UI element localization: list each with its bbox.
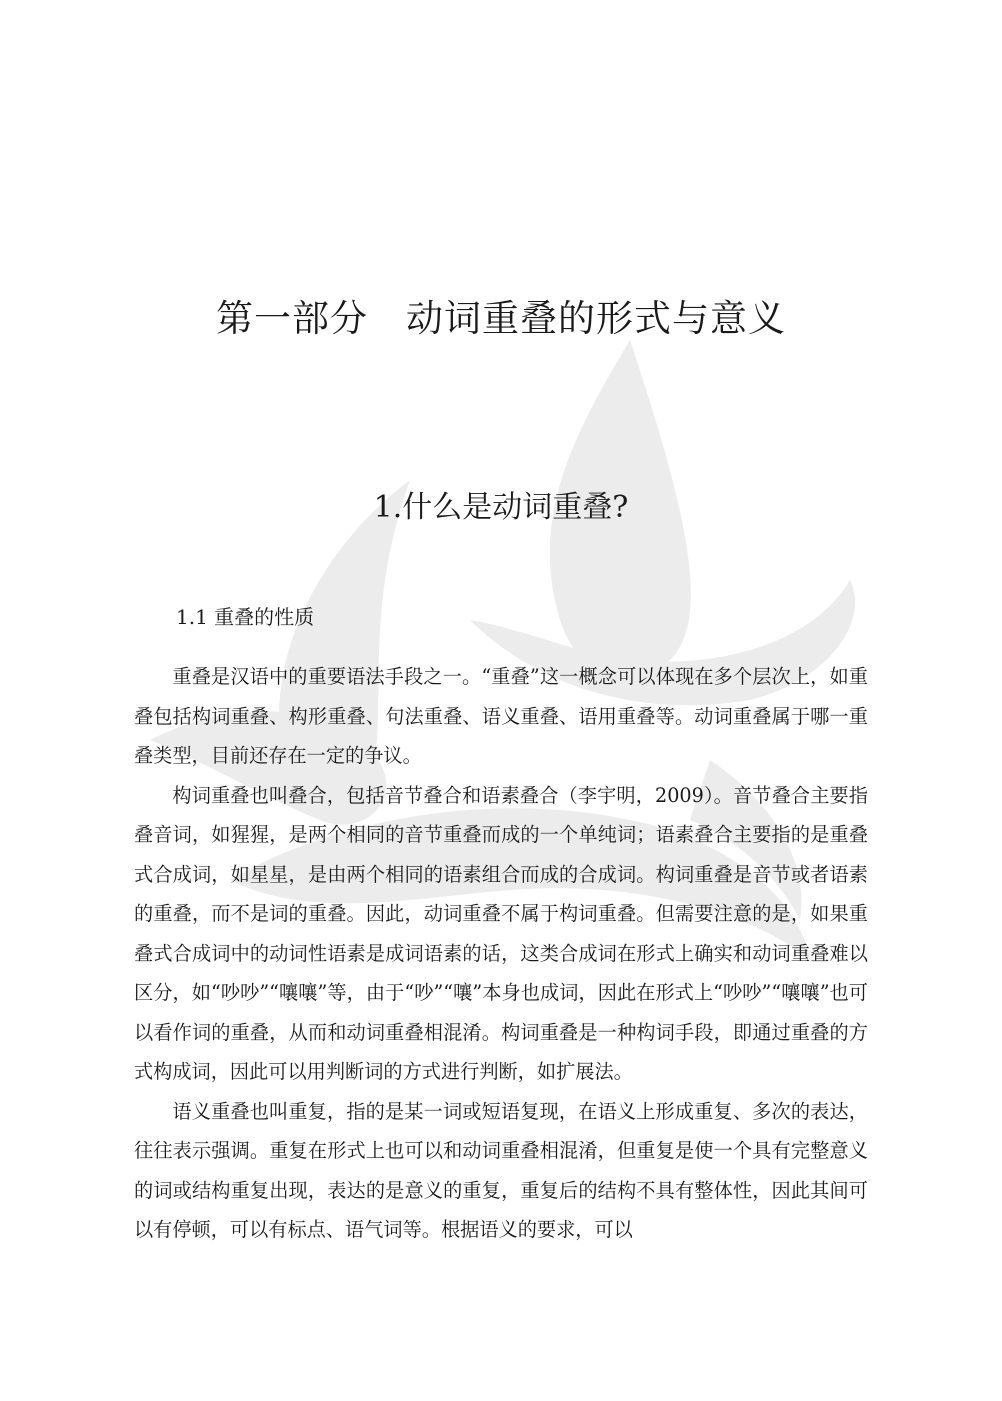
body-text [134,657,868,1250]
section-title: 1.1 重叠的性质 [176,605,315,629]
paragraph: 重叠是汉语中的重要语法手段之一。“重叠”这一概念可以体现在多个层次上，如重叠包括构词重叠、构形重叠、句法重叠、语义重叠、语用重叠等。动词重叠属于哪一重叠类型，目前还存在一定的争议。 [134,665,868,767]
paragraph: 语义重叠也叫重复，指的是某一词或短语复现，在语义上形成重复、多次的表达，往往表示强调。重复在形式上也可以和动词重叠相混淆，但重复是使一个具有完整意义的词或结构重复出现，表达的是意义的重复，重复后的结构不具有整体性，因此其间可以有停顿，可以有标点、语气词等。根据语义的要求，可以 [134,1099,868,1241]
paragraph: 构词重叠也叫叠合，包括音节叠合和语素叠合（李宇明，2009）。音节叠合主要指叠音词，如猩猩，是两个相同的音节重叠而成的一个单纯词；语素叠合主要指的是重叠式合成词，如星星，是由两个相同的语素组合而成的合成词。构词重叠是音节或者语素的重叠，而不是词的重叠。因此，动词重叠不属于构词重叠。但需要注意的是，如果重叠式合成词中的动词性语素是成词语素的话，这类合成词在形式上确实和动词重叠难以区分，如“吵吵”“嚷嚷”等，由于“吵”“嚷”本身也成词，因此在形式上“吵吵”“嚷嚷”也可以看作词的重叠，从而和动词重叠相混淆。构词重叠是一种构词手段，即通过重叠的方式构成词，因此可以用判断词的方式进行判断，如扩展法。 [134,783,868,1083]
chapter-title: 1.什么是动词重叠? [373,490,629,525]
part-title: 第一部分 动词重叠的形式与意义 [216,297,786,340]
